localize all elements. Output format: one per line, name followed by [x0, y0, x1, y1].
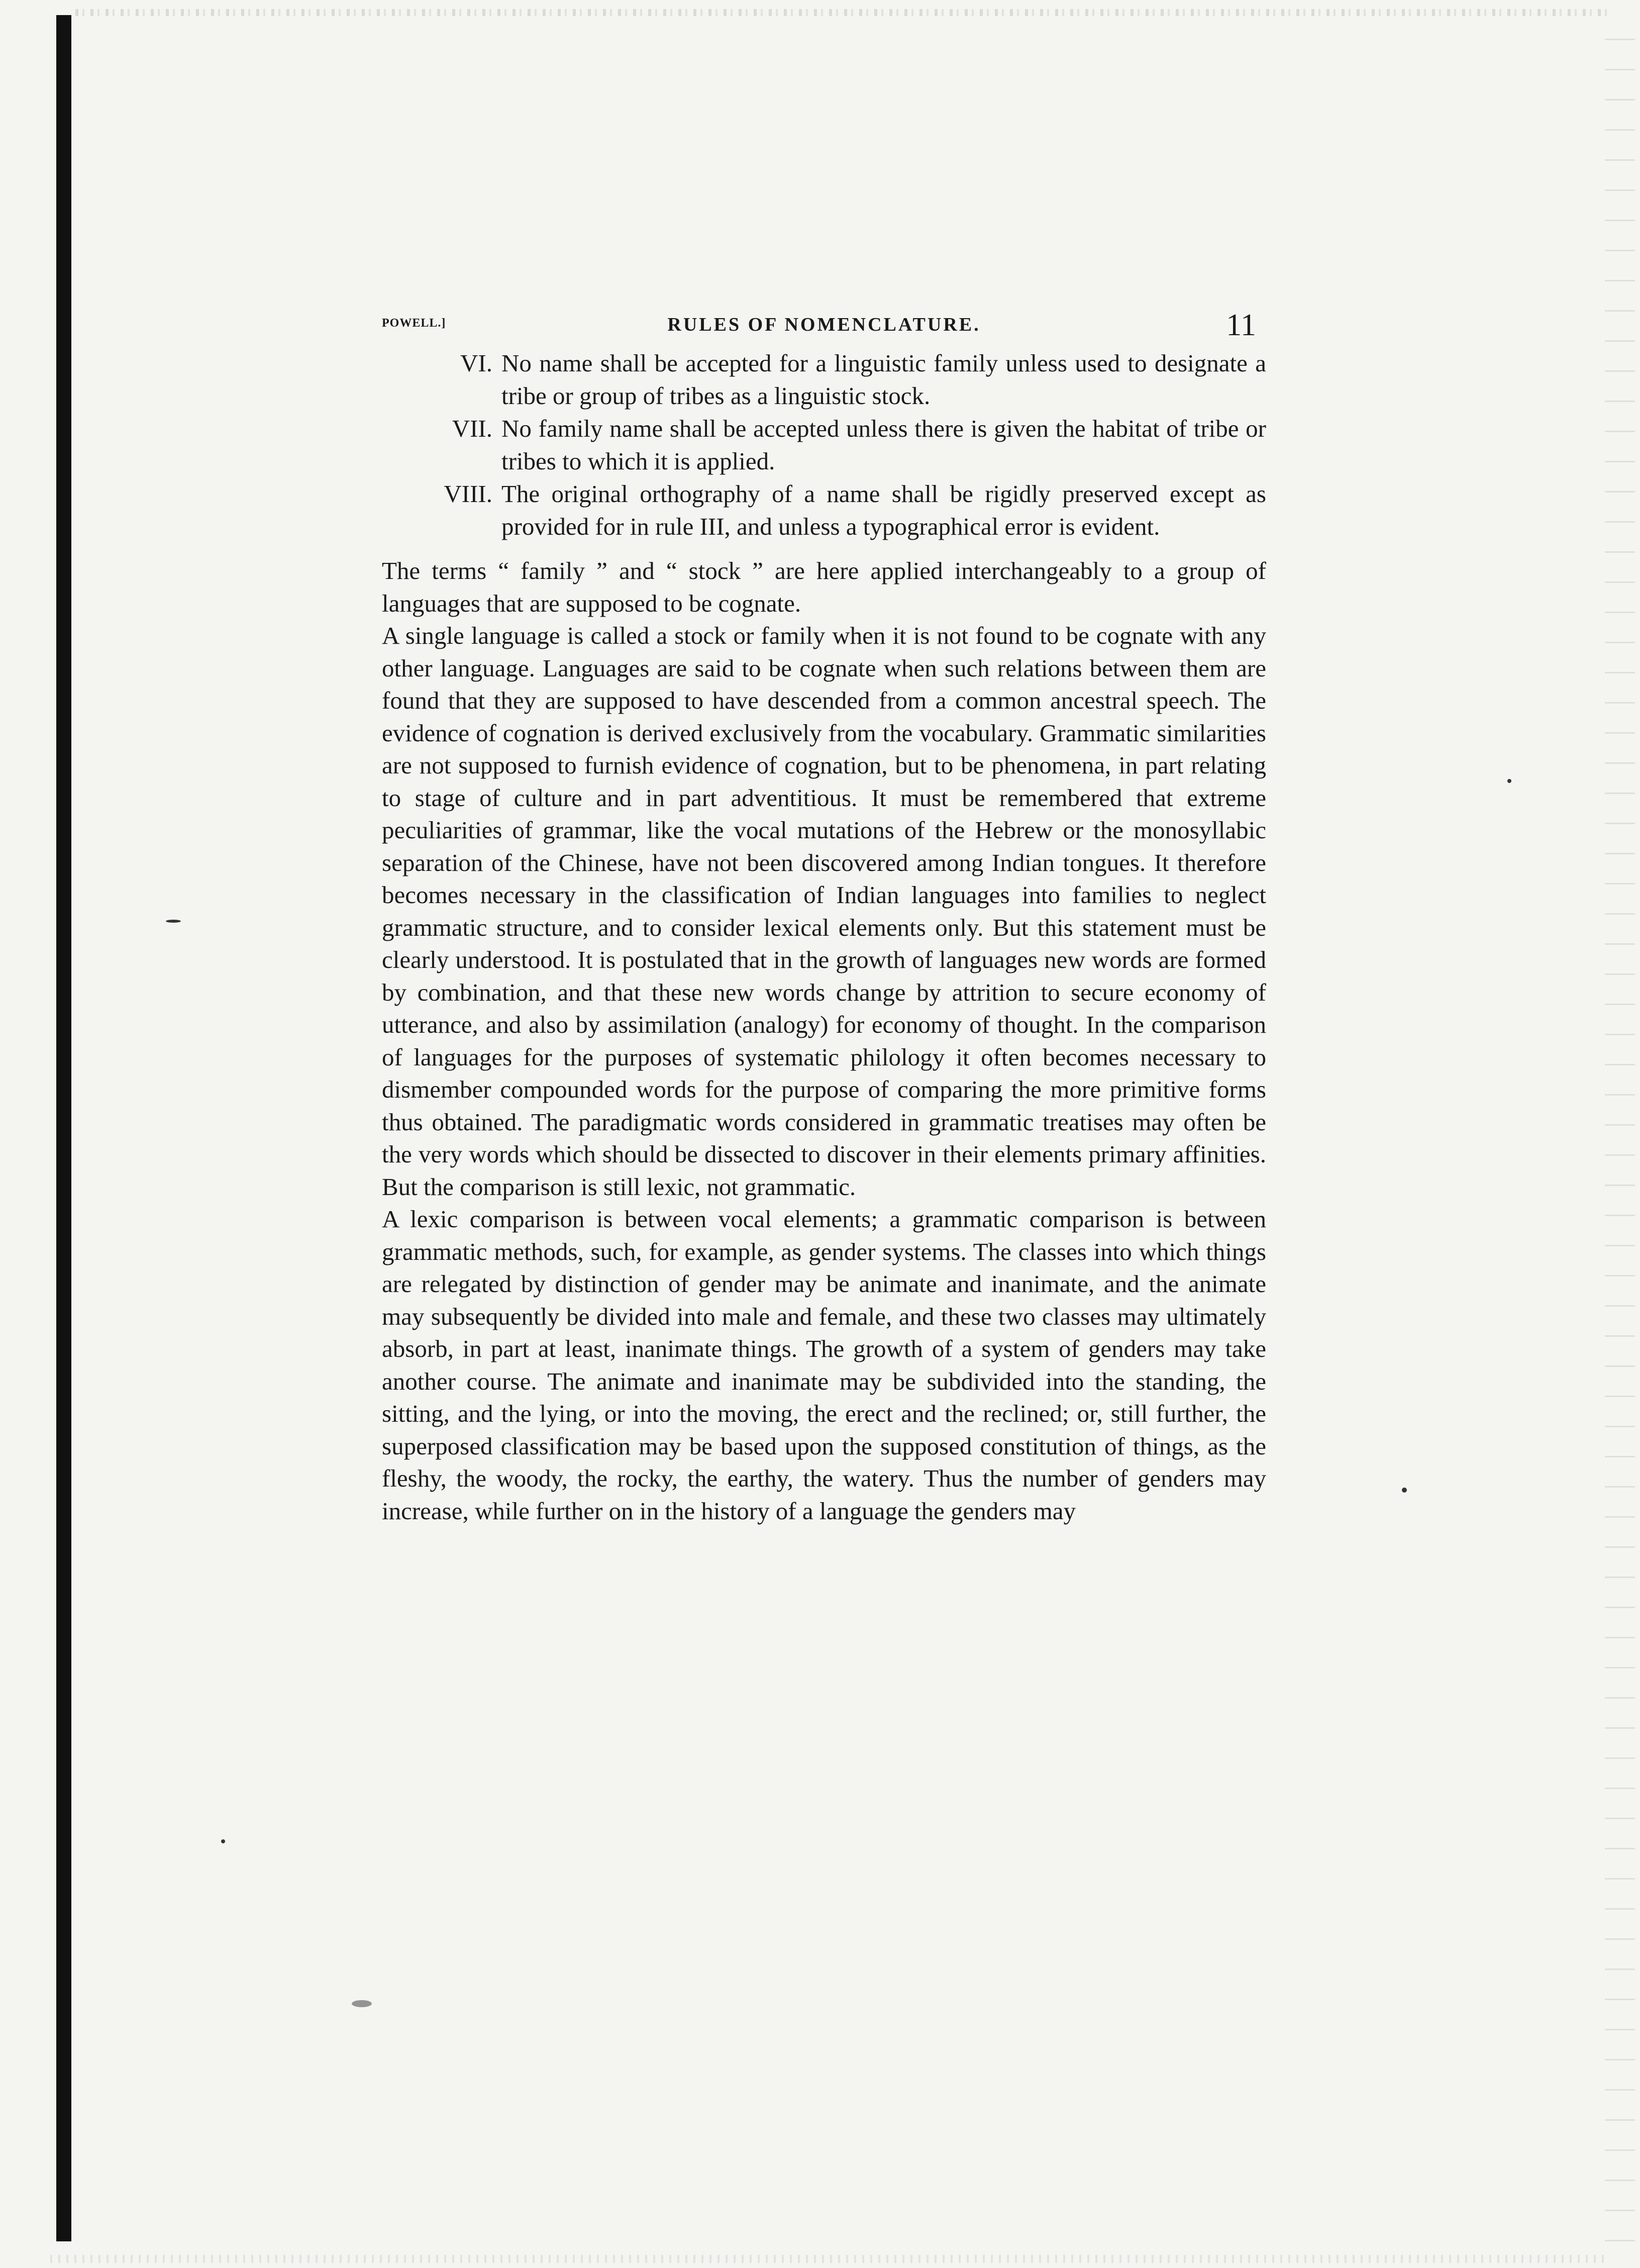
scan-speck: [1507, 779, 1511, 783]
rule-text: No family name shall be accepted unless there is given the habitat of tribe or tribes to which it is applied.: [501, 415, 1266, 475]
scan-speck: [166, 920, 181, 923]
rule-number: VI.: [460, 349, 492, 377]
running-header: [382, 297, 1266, 342]
page-number: 11: [1226, 308, 1256, 342]
rule-number: VIII.: [444, 480, 492, 508]
paragraph: The terms “ family ” and “ stock ” are here applied interchangeably to a group of languages that are supposed to be cognate.: [382, 557, 1266, 617]
scan-top-edge: [75, 9, 1608, 16]
rules-list: [382, 347, 1266, 543]
running-head-author: POWELL.]: [382, 317, 446, 330]
paragraph: A lexic comparison is between vocal elements; a grammatic comparison is between grammatic methods, such, for example, as gender systems. The classes into which things are relegated by distinction of gender may be animate and inanimate, and the animate may subsequently be divided into male and female, and these two classes may ultimately absorb, in part at least, inanimate things. The growth of a system of genders may take another course. The animate and inanimate may be subdivided into the standing, the sitting, and the lying, or into the moving, the erect and the reclined; or, still further, the superposed classification may be based upon the supposed constitution of things, as the fleshy, the woody, the rocky, the earthy, the watery. Thus the number of genders may increase, while further on in the history of a language the genders may: [382, 1205, 1266, 1525]
scan-binding-edge: [56, 15, 71, 2241]
rule-text: The original orthography of a name shall be rigidly preserved except as provided for in rule III, and unless a typographical error is evident.: [501, 480, 1266, 540]
rule-number: VII.: [452, 415, 492, 442]
scan-bottom-edge: [50, 2255, 1608, 2263]
rule-item: [382, 412, 1266, 477]
scan-speck: [352, 2000, 372, 2007]
rule-item: [382, 477, 1266, 543]
running-head-title: RULES OF NOMENCLATURE.: [667, 314, 981, 335]
scan-speck: [221, 1839, 225, 1843]
scan-right-edge: [1605, 15, 1635, 2251]
rule-text: No name shall be accepted for a linguistic family unless used to designate a tribe or group of tribes as a linguistic stock.: [501, 349, 1266, 410]
book-page: [382, 297, 1266, 1527]
rule-item: [382, 347, 1266, 412]
paragraph: A single language is called a stock or family when it is not found to be cognate with any other language. Languages are said to be cognate when such relations between them are found that they are supposed to have descended from a common ancestral speech. The evidence of cognation is derived exclusively from the vocabulary. Grammatic similarities are not supposed to furnish evidence of cognation, but to be phenomena, in part relating to stage of culture and in part adventitious. It must be remembered that extreme peculiarities of grammar, like the vocal mutations of the Hebrew or the monosyllabic separation of the Chinese, have not been discovered among Indian tongues. It therefore becomes necessary in the classification of Indian languages into families to neglect grammatic structure, and to consider lexical elements only. But this statement must be clearly understood. It is postulated that in the growth of languages new words are formed by combination, and that these new words change by attrition to secure economy of utterance, and also by assimilation (analogy) for economy of thought. In the comparison of languages for the purposes of systematic philology it often becomes necessary to dismember compounded words for the purpose of comparing the more primitive forms thus obtained. The paradigmatic words considered in grammatic treatises may often be the very words which should be dissected to discover in their elements primary affinities. But the comparison is still lexic, not grammatic.: [382, 622, 1266, 1201]
scan-speck: [1402, 1488, 1407, 1493]
